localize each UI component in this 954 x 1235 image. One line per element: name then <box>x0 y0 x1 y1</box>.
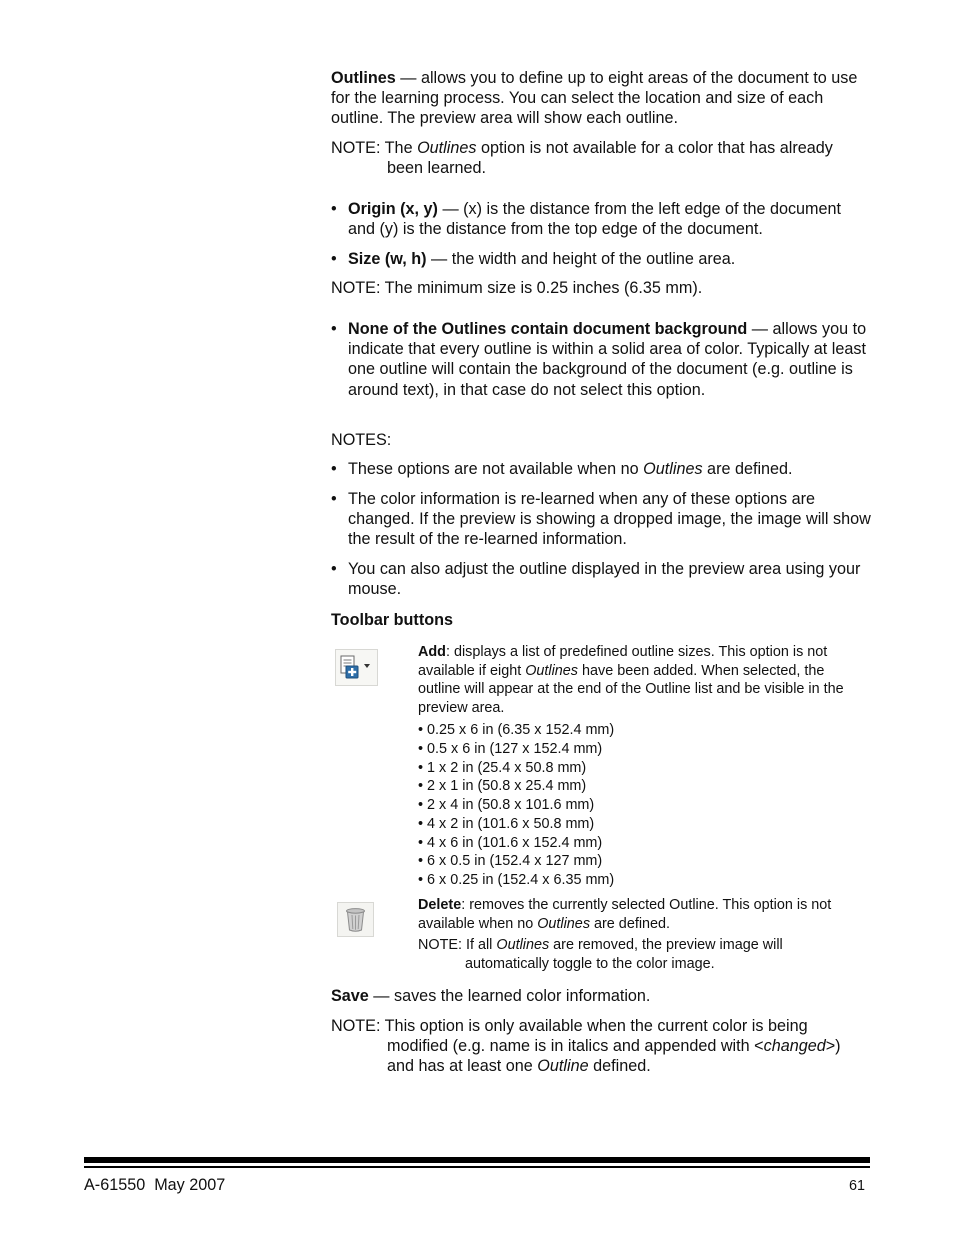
add-outline-icon <box>335 649 375 683</box>
bullet-dot: • <box>418 815 424 832</box>
note-text: defined. <box>588 1057 651 1076</box>
note-text: This option is only available when the current color is being modified (e.g. name is in italics and appended with < <box>380 1017 808 1056</box>
note-italic: Outlines <box>417 139 477 157</box>
list-item <box>418 796 614 815</box>
bullet-dot: • <box>418 759 424 776</box>
bullet-dot: • <box>331 560 337 578</box>
note-text: If all <box>461 937 497 953</box>
bullet-dot: • <box>418 740 424 757</box>
delete-text: are defined. <box>590 915 671 932</box>
list-item <box>418 871 614 890</box>
bullet-text: — allows you to indicate that every outline is within a solid area of color. Typically at least one outline will contain the background of the document (e.g. outline is around text), in that case do not select this option. <box>348 320 867 399</box>
bullet-text: are defined. <box>702 460 793 478</box>
note-italic: Outline <box>537 1057 589 1076</box>
save-term: Save <box>331 987 369 1005</box>
note-italic: changed <box>763 1037 826 1056</box>
save-text: — saves the learned color information. <box>368 987 651 1005</box>
size-option: 0.5 x 6 in (127 x 152.4 mm) <box>427 740 603 757</box>
bullet-dot: • <box>331 490 337 508</box>
outlines-text: — allows you to define up to eight areas of the document to use for the learning process. You can select the location and size of each outline. The preview area will show each outline. <box>331 69 858 128</box>
footer-rule-thin <box>84 1166 870 1168</box>
size-option: 0.25 x 6 in (6.35 x 152.4 mm) <box>427 722 615 738</box>
note-text: are removed, the preview image will automatically toggle to the color image. <box>465 937 783 972</box>
bullet-text: The color information is re-learned when any of these options are changed. If the preview is showing a dropped image, the image will show the result of the re-learned information. <box>348 490 871 549</box>
bullet-text: — (x) is the distance from the left edge of the document and (y) is the distance from the top edge of the document. <box>348 200 842 239</box>
note-save-availability <box>331 1016 871 1077</box>
list-item <box>418 759 614 778</box>
note-minimum-size <box>331 278 871 298</box>
bullet-dot: • <box>418 834 424 851</box>
notes-bullet-3 <box>331 559 871 599</box>
notes-bullet-1 <box>331 459 871 479</box>
list-item <box>418 852 614 871</box>
note-text: option is not available for a color that has already been learned. <box>387 139 833 178</box>
size-option: 2 x 4 in (50.8 x 101.6 mm) <box>427 797 595 813</box>
note-label: NOTE: <box>331 279 381 297</box>
notes-label: NOTES: <box>331 431 392 449</box>
save-paragraph <box>331 986 871 1006</box>
bullet-size <box>331 249 871 269</box>
delete-description <box>418 896 868 933</box>
size-option: 6 x 0.5 in (152.4 x 127 mm) <box>427 853 603 870</box>
delete-text: : removes the currently selected Outline. This option is not available when no <box>418 897 832 932</box>
list-item <box>418 721 614 740</box>
note-text: The minimum size is 0.25 inches (6.35 mm). <box>380 279 703 297</box>
add-text: : displays a list of predefined outline sizes. This option is not available if eight <box>418 644 828 679</box>
outline-size-list <box>418 721 614 890</box>
bullet-origin <box>331 199 871 239</box>
bullet-no-background <box>331 319 871 400</box>
bullet-dot: • <box>331 250 337 268</box>
list-item <box>418 777 614 796</box>
list-item <box>418 815 614 834</box>
size-option: 4 x 2 in (101.6 x 50.8 mm) <box>427 815 595 832</box>
notes-bullet-2 <box>331 489 871 550</box>
add-description <box>418 643 868 717</box>
delete-term: Delete <box>418 897 462 913</box>
add-italic: Outlines <box>525 662 578 679</box>
bullet-dot: • <box>418 797 424 813</box>
add-term: Add <box>418 644 446 660</box>
bullet-term: Origin (x, y) <box>348 200 438 218</box>
bullet-dot: • <box>331 460 337 478</box>
note-text: The <box>380 139 418 157</box>
delete-italic: Outlines <box>537 915 591 932</box>
footer-rule-thick <box>84 1157 870 1163</box>
note-text: >) and has at least one <box>387 1037 841 1076</box>
bullet-text: These options are not available when no <box>348 460 644 478</box>
size-option: 4 x 6 in (101.6 x 152.4 mm) <box>427 834 603 851</box>
bullet-dot: • <box>331 320 337 338</box>
page-number: 61 <box>848 1178 865 1194</box>
delete-note <box>418 936 868 974</box>
list-item <box>418 834 614 853</box>
bullet-dot: • <box>418 722 424 738</box>
bullet-dot: • <box>418 872 424 888</box>
outlines-paragraph <box>331 68 871 129</box>
note-outlines-availability <box>331 138 871 178</box>
outlines-term: Outlines <box>331 69 396 87</box>
bullet-term: None of the Outlines contain document background <box>348 320 748 338</box>
note-label: NOTE: <box>418 937 462 953</box>
size-option: 2 x 1 in (50.8 x 25.4 mm) <box>427 778 587 795</box>
bullet-dot: • <box>331 200 337 218</box>
note-italic: Outlines <box>496 937 550 953</box>
bullet-dot: • <box>418 778 424 795</box>
size-option: 6 x 0.25 in (152.4 x 6.35 mm) <box>427 872 615 888</box>
bullet-text: You can also adjust the outline displayed in the preview area using your mouse. <box>348 560 861 599</box>
toolbar-buttons-heading: Toolbar buttons <box>331 611 453 629</box>
trash-icon <box>337 902 377 936</box>
list-item <box>418 740 614 759</box>
footer-document-id: A-61550 May 2007 <box>84 1176 226 1194</box>
bullet-term: Size (w, h) <box>348 250 427 268</box>
note-label: NOTE: <box>331 1017 381 1035</box>
add-text: have been added. When selected, the outline will appear at the end of the Outline list and be visible in the preview area. <box>418 662 844 716</box>
size-option: 1 x 2 in (25.4 x 50.8 mm) <box>427 759 587 776</box>
note-label: NOTE: <box>331 139 381 157</box>
bullet-dot: • <box>418 853 424 870</box>
bullet-italic: Outlines <box>643 460 703 478</box>
bullet-text: — the width and height of the outline area. <box>426 250 736 268</box>
